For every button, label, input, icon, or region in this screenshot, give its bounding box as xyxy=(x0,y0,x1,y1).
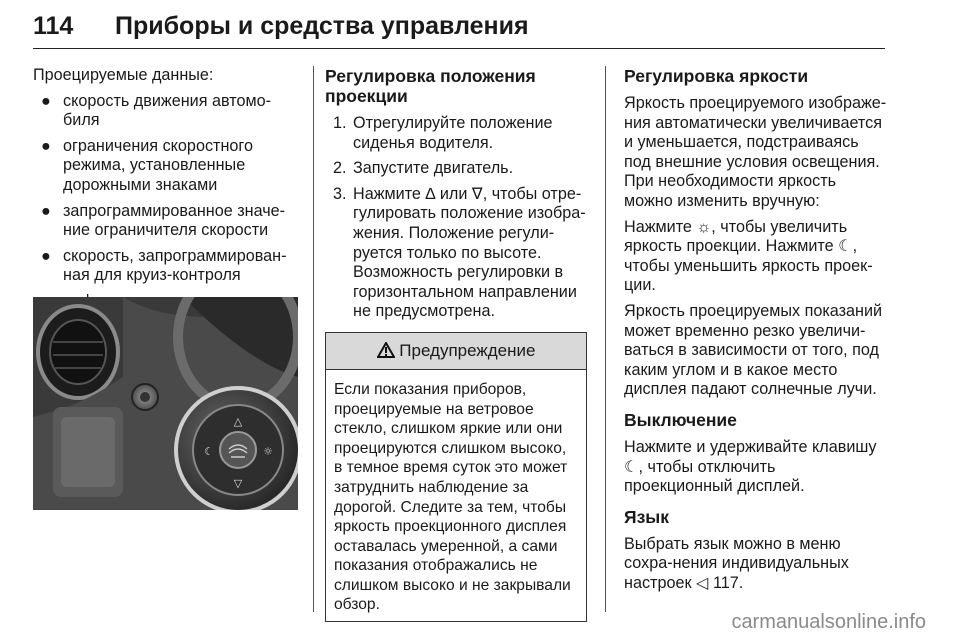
projection-steps xyxy=(325,114,587,322)
moon-icon: ☾ xyxy=(838,237,853,256)
off-text: Нажмите и удерживайте клавишу ☾, чтобы отключить проекционный дисплей. xyxy=(624,437,877,496)
column-divider xyxy=(605,66,606,612)
sun-icon: ☼ xyxy=(696,217,712,236)
column-3 xyxy=(624,66,888,599)
warning-header xyxy=(326,333,586,370)
section-heading-brightness: Регулировка яркости xyxy=(624,66,809,86)
page-number: 114 xyxy=(33,12,74,40)
brightness-sun-text: Яркость проецируемых показаний может временно резко увеличи-ваться в зависимости от того, под каким углом и в какое место дисплея падают солнечные лучи. xyxy=(624,301,883,399)
list-item: 1. Отрегулируйте положение сиденья водителя. xyxy=(333,114,553,152)
warning-title: Предупреждение xyxy=(399,340,536,360)
list-item: 3. Нажмите ∆ или ∇, чтобы отре-гулировать положение изобра-жения. Положение регули-руется только по высоте. Возможность регулировки в горизонтальном направлении не предусмотрена. xyxy=(333,184,586,321)
svg-text:☼: ☼ xyxy=(263,445,273,458)
bullet-icon: ● xyxy=(41,136,51,155)
intro-text: Проецируемые данные: xyxy=(33,66,214,84)
warning-triangle-icon xyxy=(377,342,395,358)
svg-text:▽: ▽ xyxy=(233,477,243,490)
list-item: ● запрограммированное значе-ние ограничителя скорости xyxy=(41,201,286,240)
section-heading-off: Выключение xyxy=(624,409,737,430)
moon-icon: ☾ xyxy=(624,457,639,476)
dashboard-control-photo xyxy=(33,297,298,510)
page-reference-icon: ◁ xyxy=(696,573,709,592)
warning-box xyxy=(325,332,587,622)
svg-text:△: △ xyxy=(233,415,243,428)
watermark: carmanualsonline.info xyxy=(731,611,926,633)
down-arrow-icon: ∇ xyxy=(471,184,483,203)
column-divider xyxy=(313,66,314,612)
page-reference-link[interactable]: 117. xyxy=(713,573,744,592)
warning-text: Если показания приборов, проецируемые на ветровое стекло, слишком яркие или они проецируются слишком высоко, в темное время суток это может затруднить наблюдение за дорогой. Следите за тем, чтобы яркость проекционного дисплея оставалась умеренной, а сами показания отображались не слишком высоко и не закрывали обзор. xyxy=(334,380,571,614)
bullet-icon: ● xyxy=(41,91,51,110)
list-item: ● скорость, запрограммирован-ная для круиз-контроля xyxy=(41,246,287,285)
section-heading-language: Язык xyxy=(624,506,669,527)
svg-text:☾: ☾ xyxy=(204,445,214,458)
brightness-auto-text: Яркость проецируемого изображе-ния автоматически увеличивается и уменьшается, подстраиваясь под внешние условия освещения. При необходимости яркость можно изменить вручную: xyxy=(624,94,887,210)
list-item: 2. Запустите двигатель. xyxy=(333,159,514,178)
section-heading-projection: Регулировка положения проекции xyxy=(325,66,536,106)
projected-data-list xyxy=(33,92,301,312)
list-item: ● ограничения скоростного режима, установленные дорожными знаками xyxy=(41,136,253,194)
page-header xyxy=(33,8,885,49)
page-title: Приборы и средства управления xyxy=(115,12,529,40)
list-item: ● скорость движения автомо-биля xyxy=(41,91,271,130)
bullet-icon: ● xyxy=(41,246,51,265)
column-1 xyxy=(33,66,301,318)
brightness-manual-text: Нажмите ☼, чтобы увеличить яркость проекции. Нажмите ☾, чтобы уменьшить яркость проек-ции. xyxy=(624,217,873,295)
column-2 xyxy=(325,66,587,622)
bullet-icon: ● xyxy=(41,201,51,220)
language-text: Выбрать язык можно в меню сохра-нения индивидуальных настроек ◁ 117. xyxy=(624,534,849,592)
up-arrow-icon: ∆ xyxy=(425,184,436,203)
